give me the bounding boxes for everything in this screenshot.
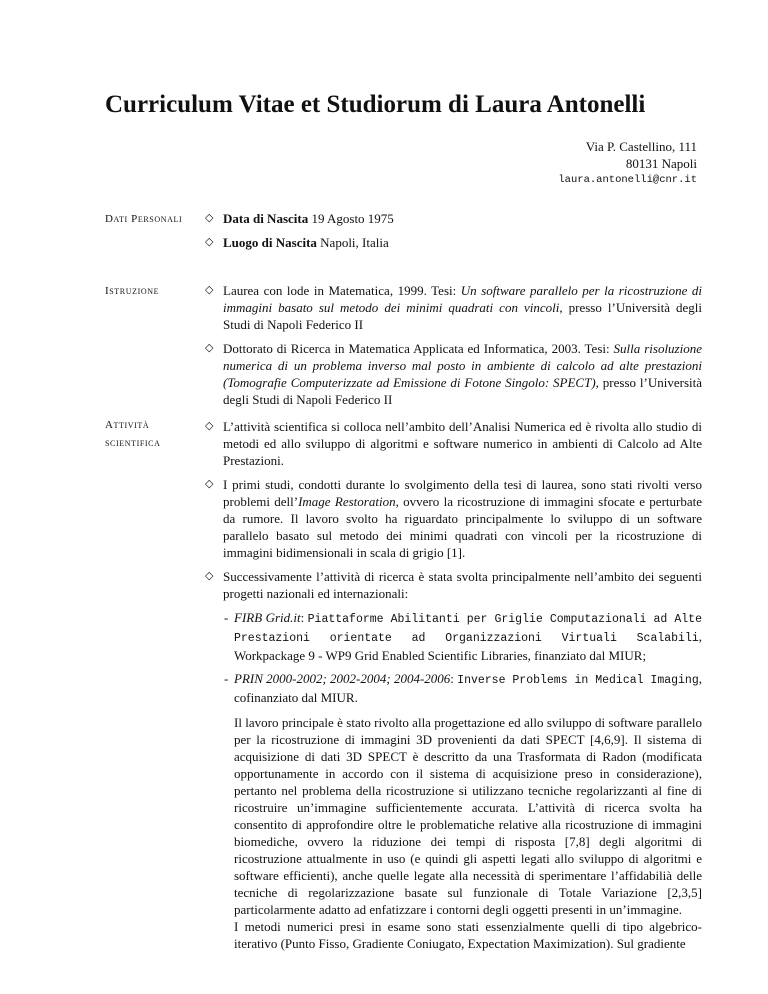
address-city: 80131 Napoli (625, 156, 697, 171)
list-item-data-nascita (205, 210, 702, 227)
section-label-istruzione: Istruzione (105, 285, 160, 297)
diamond-bullet-icon: ◇ (205, 342, 214, 354)
dottorato-university: , presso l’Università degli Studi di Napoli Federico II (223, 375, 703, 407)
section-dati-personali (205, 210, 702, 258)
research-description-paragraph: Il lavoro principale è stato rivolto alla progettazione ed allo sviluppo di software parallelo per la ricostruzione di immagini 3D provenienti da dati SPECT [4,6,9]. Il sistema di acquisizione di dati 3D SPECT è descritto da una Trasformata di Radon (modificata opportunamente in accordo con il sistema di acquisizione preso in considerazione), pertanto nel problema della ricostruzione si utilizzano tecniche regolarizzanti al fine di ricostruire un’immagine sufficientemente accurata. L’attività di ricerca svolta ha consentito di approfondire oltre le problematiche relative alla ricostruzione di immagini biomediche, ovvero la riduzione dei tempi di risposta [7,8] degli algoritmi di ricostruzione attualmente in uso (e quindi gli aspetti legati allo sviluppo di algoritmi e software efficienti), anche quelle legate alla necessità di sperimentare l’affidabilià delle tecniche di regolarizzazione basate sul funzionale di Totale Variazione [2,3,5] particolarmente adatto ad enfatizzare i contorni degli oggetti presenti in un’immagine. (234, 715, 702, 917)
project-item-firb (205, 609, 702, 664)
dottorato-text: Dottorato di Ricerca in Matematica Applicata ed Informatica, 2003. Tesi: (223, 341, 614, 356)
dash-marker: - (224, 610, 229, 625)
section-label-attivita-scientifica (105, 416, 161, 452)
list-item-progetti (205, 568, 702, 602)
image-restoration-term: Image Restoration (298, 494, 396, 509)
attivita-intro-text: L’attività scientifica si colloca nell’ambito dell’Analisi Numerica ed è rivolta allo studio di metodi ed allo sviluppo di algoritmi e software numerico in ambienti di Calcolo ad Alte Prestazioni. (223, 419, 702, 468)
firb-colon: : (300, 610, 308, 625)
prin-colon: : (450, 671, 458, 686)
section-label-line-1: Attività (105, 419, 150, 431)
section-label-dati-personali: Dati Personali (105, 213, 183, 225)
prin-project-name: PRIN 2000-2002; 2002-2004; 2004-2006 (234, 671, 451, 686)
list-item-attivita-intro (205, 418, 702, 469)
data-nascita-value: 19 Agosto 1975 (308, 211, 394, 226)
luogo-nascita-label: Luogo di Nascita (223, 235, 317, 250)
section-label-line-2: scientifica (105, 437, 161, 449)
list-item-laurea (205, 282, 702, 333)
diamond-bullet-icon: ◇ (205, 212, 214, 224)
data-nascita-label: Data di Nascita (223, 211, 309, 226)
luogo-nascita-value: Napoli, Italia (316, 235, 389, 250)
prin-project-title: Inverse Problems in Medical Imaging (457, 674, 699, 687)
diamond-bullet-icon: ◇ (205, 420, 214, 432)
email-link[interactable]: laura.antonelli@cnr.it (558, 174, 697, 186)
section-istruzione (205, 282, 702, 415)
firb-project-details: , Workpackage 9 - WP9 Grid Enabled Scientific Libraries, finanziato dal MIUR; (234, 629, 702, 663)
address-street: Via P. Castellino, 111 (585, 139, 697, 154)
laurea-text: Laurea con lode in Matematica, 1999. Tesi: (223, 283, 461, 298)
laurea-thesis-title: Un software parallelo per la ricostruzione di immagini basato sul metodo dei minimi quadrati con vincoli (223, 283, 702, 315)
primi-studi-text: I primi studi, condotti durante lo svolgimento della tesi di laurea, sono stati rivolti verso problemi dell’ (223, 477, 702, 509)
list-item-primi-studi (205, 476, 702, 561)
firb-project-title: Piattaforme Abilitanti per Griglie Computazionali ad Alte Prestazioni orientate ad Organizzazioni Virtuali Scalabili (234, 613, 702, 645)
progetti-intro-text: Successivamente l’attività di ricerca è stata svolta principalmente nell’ambito dei seguenti progetti nazionali ed internazionali: (223, 569, 702, 601)
prin-project-details: , cofinanziato dal MIUR. (234, 671, 702, 705)
dash-marker: - (224, 671, 229, 686)
diamond-bullet-icon: ◇ (205, 284, 214, 296)
laurea-university: , presso l’Università degli Studi di Napoli Federico II (223, 300, 702, 332)
dottorato-thesis-title: Sulla risoluzione numerica di un problema inverso mal posto in ambiente di calcolo ad alte prestazioni (Tomografie Computerizzate ad Emissione di Fotone Singolo: SPECT) (223, 341, 702, 390)
address-block (558, 138, 697, 189)
numerical-methods-paragraph: I metodi numerici presi in esame sono stati essenzialmente quelli di tipo algebrico-iterativo (Punto Fisso, Gradiente Coniugato, Expectation Maximization). Sul gradiente (234, 919, 702, 951)
section-attivita-scientifica (205, 418, 702, 952)
diamond-bullet-icon: ◇ (205, 478, 214, 490)
page-title: Curriculum Vitae et Studiorum di Laura Antonelli (105, 91, 646, 118)
diamond-bullet-icon: ◇ (205, 236, 214, 248)
diamond-bullet-icon: ◇ (205, 570, 214, 582)
project-item-prin (205, 670, 702, 706)
firb-project-name: FIRB Grid.it (234, 610, 301, 625)
list-item-dottorato (205, 340, 702, 408)
list-item-luogo-nascita (205, 234, 702, 251)
primi-studi-text-cont: , ovvero la ricostruzione di immagini sfocate e perturbate da rumore. Il lavoro svolto ha riguardato principalmente lo sviluppo di un software parallelo basato sul metodo dei minimi quadrati con vincoli per la ricostruzione di immagini bidimensionali in scala di grigio [1]. (223, 494, 702, 560)
